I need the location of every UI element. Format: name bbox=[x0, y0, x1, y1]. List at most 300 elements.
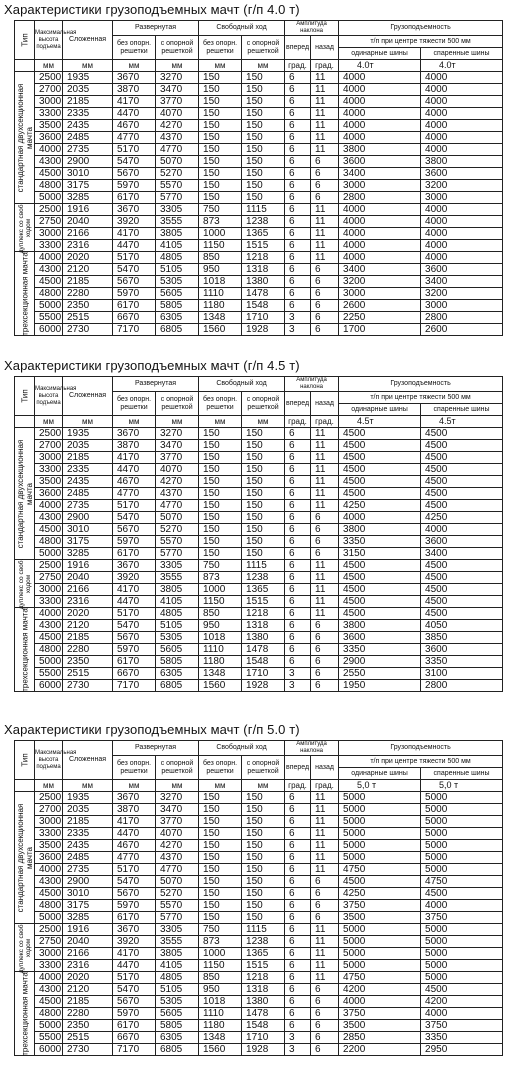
table-cell: 5970 bbox=[113, 288, 156, 300]
table-cell: 6 bbox=[285, 996, 311, 1008]
table-cell: 5000 bbox=[339, 840, 421, 852]
table-cell: 6 bbox=[285, 180, 311, 192]
table-cell: 150 bbox=[199, 192, 242, 204]
table-cell: 5000 bbox=[421, 936, 503, 948]
table-cell: 1560 bbox=[199, 1044, 242, 1056]
table-cell: 5000 bbox=[421, 816, 503, 828]
table-cell: 2700 bbox=[35, 804, 63, 816]
ext-no-support-header: без опорн. решетки bbox=[113, 36, 156, 60]
table-cell: 6670 bbox=[113, 312, 156, 324]
table-cell: 3 bbox=[285, 1032, 311, 1044]
table-cell: 150 bbox=[199, 120, 242, 132]
table-cell: 6 bbox=[285, 912, 311, 924]
table-cell: 11 bbox=[311, 852, 339, 864]
table-cell: 3 bbox=[285, 1044, 311, 1056]
table-cell: 6 bbox=[285, 792, 311, 804]
table-cell: 150 bbox=[242, 804, 285, 816]
table-cell: 3350 bbox=[421, 656, 503, 668]
table-cell: 4050 bbox=[421, 620, 503, 632]
table-cell: 6 bbox=[285, 264, 311, 276]
table-cell: 1700 bbox=[339, 324, 421, 336]
table-cell: 3000 bbox=[35, 816, 63, 828]
table-cell: 6 bbox=[285, 500, 311, 512]
table-cell: 6 bbox=[311, 912, 339, 924]
table-cell: 4070 bbox=[156, 464, 199, 476]
table-cell: 150 bbox=[199, 84, 242, 96]
table-cell: 3300 bbox=[35, 240, 63, 252]
mast-specs-section-4-5t bbox=[0, 358, 510, 708]
table-cell: 11 bbox=[311, 84, 339, 96]
units-row bbox=[15, 60, 503, 72]
table-row bbox=[15, 500, 503, 512]
tilt-header: Амплитуда наклона bbox=[285, 21, 339, 36]
table-cell: 2500 bbox=[35, 204, 63, 216]
table-cell: 5970 bbox=[113, 1008, 156, 1020]
table-cell: 5970 bbox=[113, 900, 156, 912]
table-cell: 3750 bbox=[421, 1020, 503, 1032]
table-cell: 2435 bbox=[63, 840, 113, 852]
table-cell: 3350 bbox=[339, 536, 421, 548]
type-header-label: Тип bbox=[20, 389, 29, 403]
mast-group-label: стандартная двухсекционная мачта bbox=[15, 439, 34, 548]
table-cell: 2800 bbox=[339, 192, 421, 204]
table-cell: 2185 bbox=[63, 632, 113, 644]
table-cell: 3000 bbox=[35, 452, 63, 464]
table-cell: 4500 bbox=[339, 476, 421, 488]
table-cell: 950 bbox=[199, 264, 242, 276]
table-cell: 1218 bbox=[242, 252, 285, 264]
table-cell: 1180 bbox=[199, 1020, 242, 1032]
table-cell: 150 bbox=[242, 180, 285, 192]
table-cell: 950 bbox=[199, 984, 242, 996]
table-cell: 2335 bbox=[63, 464, 113, 476]
table-cell: 5000 bbox=[339, 804, 421, 816]
table-cell: 6170 bbox=[113, 656, 156, 668]
table-cell: 5000 bbox=[339, 924, 421, 936]
capacity-single-value: 5,0 т bbox=[339, 780, 421, 792]
capacity-single-value: 4.0т bbox=[339, 60, 421, 72]
table-cell: 4800 bbox=[35, 900, 63, 912]
table-cell: 7170 bbox=[113, 1044, 156, 1056]
table-cell: 4770 bbox=[156, 500, 199, 512]
header-row bbox=[15, 377, 503, 392]
table-cell: 150 bbox=[199, 888, 242, 900]
table-cell: 1115 bbox=[242, 204, 285, 216]
table-cell: 1018 bbox=[199, 632, 242, 644]
table-cell: 150 bbox=[199, 180, 242, 192]
table-cell: 6 bbox=[285, 536, 311, 548]
table-row bbox=[15, 240, 503, 252]
table-cell: 150 bbox=[199, 852, 242, 864]
table-cell: 150 bbox=[242, 852, 285, 864]
table-cell: 6 bbox=[285, 864, 311, 876]
table-cell: 5305 bbox=[156, 276, 199, 288]
mast-group-triplex bbox=[15, 972, 35, 1056]
table-cell: 11 bbox=[311, 240, 339, 252]
table-cell: 5470 bbox=[113, 876, 156, 888]
table-cell: 5000 bbox=[339, 948, 421, 960]
table-row bbox=[15, 228, 503, 240]
table-cell: 150 bbox=[242, 72, 285, 84]
fl-no-support-header: без опорн. решетки bbox=[199, 392, 242, 416]
table-cell: 4000 bbox=[35, 608, 63, 620]
table-cell: 2735 bbox=[63, 500, 113, 512]
table-cell: 1348 bbox=[199, 1032, 242, 1044]
table-cell: 4000 bbox=[35, 500, 63, 512]
table-cell: 5500 bbox=[35, 312, 63, 324]
table-cell: 5570 bbox=[156, 180, 199, 192]
table-row bbox=[15, 668, 503, 680]
table-cell: 6 bbox=[285, 656, 311, 668]
table-cell: 4500 bbox=[421, 608, 503, 620]
mast-group-standard bbox=[15, 428, 35, 560]
fl-no-support-header: без опорн. решетки bbox=[199, 36, 242, 60]
table-cell: 5000 bbox=[339, 828, 421, 840]
table-cell: 6 bbox=[285, 948, 311, 960]
table-cell: 5570 bbox=[156, 900, 199, 912]
unit-mm: мм bbox=[35, 60, 63, 72]
unit-mm: мм bbox=[113, 780, 156, 792]
table-cell: 3670 bbox=[113, 428, 156, 440]
table-cell: 6 bbox=[311, 680, 339, 692]
table-cell: 6 bbox=[311, 1008, 339, 1020]
table-row bbox=[15, 632, 503, 644]
unit-mm: мм bbox=[242, 780, 285, 792]
table-cell: 3600 bbox=[421, 168, 503, 180]
mast-specs-table bbox=[14, 20, 503, 336]
table-cell: 4000 bbox=[421, 204, 503, 216]
table-cell: 3300 bbox=[35, 960, 63, 972]
table-cell: 2900 bbox=[339, 656, 421, 668]
table-cell: 4170 bbox=[113, 228, 156, 240]
table-cell: 11 bbox=[311, 428, 339, 440]
table-cell: 150 bbox=[242, 452, 285, 464]
type-header bbox=[15, 377, 35, 416]
table-cell: 3805 bbox=[156, 584, 199, 596]
table-cell: 2185 bbox=[63, 996, 113, 1008]
table-cell: 2350 bbox=[63, 300, 113, 312]
table-cell: 5000 bbox=[35, 548, 63, 560]
table-cell: 2166 bbox=[63, 228, 113, 240]
table-cell: 6 bbox=[311, 192, 339, 204]
table-cell: 150 bbox=[199, 500, 242, 512]
table-cell: 1218 bbox=[242, 608, 285, 620]
table-cell: 11 bbox=[311, 840, 339, 852]
table-cell: 3920 bbox=[113, 936, 156, 948]
table-row bbox=[15, 888, 503, 900]
table-cell: 2166 bbox=[63, 948, 113, 960]
table-cell: 6 bbox=[285, 288, 311, 300]
mast-group-label: стандартная двухсекционная мачта bbox=[15, 83, 34, 192]
table-cell: 150 bbox=[242, 476, 285, 488]
table-row bbox=[15, 312, 503, 324]
table-cell: 1560 bbox=[199, 324, 242, 336]
backward-header: назад bbox=[311, 392, 339, 416]
table-row bbox=[15, 156, 503, 168]
table-cell: 6 bbox=[311, 324, 339, 336]
table-cell: 4000 bbox=[421, 228, 503, 240]
table-cell: 11 bbox=[311, 120, 339, 132]
table-cell: 3 bbox=[285, 312, 311, 324]
table-cell: 2250 bbox=[339, 312, 421, 324]
table-cell: 4200 bbox=[339, 984, 421, 996]
table-cell: 3870 bbox=[113, 804, 156, 816]
table-cell: 6 bbox=[311, 644, 339, 656]
table-cell: 6 bbox=[285, 300, 311, 312]
table-cell: 6 bbox=[285, 924, 311, 936]
capacity-header: Грузоподъемность bbox=[339, 21, 503, 36]
table-cell: 2035 bbox=[63, 804, 113, 816]
unit-blank bbox=[15, 60, 35, 72]
table-cell: 150 bbox=[242, 144, 285, 156]
table-cell: 4500 bbox=[421, 500, 503, 512]
table-cell: 4000 bbox=[421, 72, 503, 84]
mast-group-label: стандартная двухсекционная мачта bbox=[15, 803, 34, 912]
table-cell: 4000 bbox=[35, 252, 63, 264]
table-cell: 2020 bbox=[63, 972, 113, 984]
table-cell: 2550 bbox=[339, 668, 421, 680]
table-cell: 6 bbox=[285, 644, 311, 656]
table-cell: 2120 bbox=[63, 264, 113, 276]
unit-mm: мм bbox=[63, 416, 113, 428]
table-cell: 5605 bbox=[156, 644, 199, 656]
table-cell: 1950 bbox=[339, 680, 421, 692]
table-cell: 150 bbox=[242, 900, 285, 912]
table-cell: 6 bbox=[311, 1044, 339, 1056]
table-cell: 150 bbox=[199, 792, 242, 804]
table-row bbox=[15, 608, 503, 620]
mast-specs-table bbox=[14, 740, 503, 1056]
table-cell: 4000 bbox=[339, 512, 421, 524]
section-title: Характеристики грузоподъемных мачт (г/п 5.0 т) bbox=[4, 722, 300, 737]
table-cell: 150 bbox=[242, 548, 285, 560]
table-cell: 6 bbox=[285, 632, 311, 644]
table-row bbox=[15, 428, 503, 440]
type-header bbox=[15, 21, 35, 60]
table-row bbox=[15, 876, 503, 888]
table-cell: 850 bbox=[199, 608, 242, 620]
table-cell: 1218 bbox=[242, 972, 285, 984]
table-cell: 3175 bbox=[63, 180, 113, 192]
table-cell: 1548 bbox=[242, 300, 285, 312]
table-cell: 3350 bbox=[339, 644, 421, 656]
table-cell: 5605 bbox=[156, 1008, 199, 1020]
forward-header: вперед bbox=[285, 392, 311, 416]
table-cell: 4500 bbox=[339, 596, 421, 608]
table-cell: 4500 bbox=[421, 888, 503, 900]
table-row bbox=[15, 288, 503, 300]
table-cell: 4070 bbox=[156, 108, 199, 120]
table-cell: 4805 bbox=[156, 252, 199, 264]
table-cell: 6000 bbox=[35, 680, 63, 692]
table-cell: 2280 bbox=[63, 644, 113, 656]
table-row bbox=[15, 960, 503, 972]
table-cell: 1150 bbox=[199, 960, 242, 972]
table-row bbox=[15, 852, 503, 864]
table-cell: 6 bbox=[311, 632, 339, 644]
table-cell: 3600 bbox=[421, 264, 503, 276]
table-cell: 5000 bbox=[35, 300, 63, 312]
table-cell: 1935 bbox=[63, 428, 113, 440]
table-cell: 4670 bbox=[113, 840, 156, 852]
unit-mm: мм bbox=[199, 780, 242, 792]
table-cell: 1348 bbox=[199, 312, 242, 324]
table-row bbox=[15, 300, 503, 312]
unit-mm: мм bbox=[156, 60, 199, 72]
table-cell: 850 bbox=[199, 972, 242, 984]
table-row bbox=[15, 972, 503, 984]
table-cell: 1548 bbox=[242, 656, 285, 668]
table-cell: 150 bbox=[199, 548, 242, 560]
table-cell: 3400 bbox=[421, 276, 503, 288]
table-cell: 6 bbox=[285, 816, 311, 828]
table-cell: 5770 bbox=[156, 912, 199, 924]
unit-mm: мм bbox=[242, 416, 285, 428]
table-cell: 150 bbox=[199, 816, 242, 828]
table-cell: 3600 bbox=[339, 156, 421, 168]
table-cell: 3670 bbox=[113, 204, 156, 216]
table-cell: 4670 bbox=[113, 476, 156, 488]
table-cell: 150 bbox=[242, 888, 285, 900]
table-cell: 3270 bbox=[156, 428, 199, 440]
table-cell: 6 bbox=[311, 156, 339, 168]
table-cell: 750 bbox=[199, 204, 242, 216]
table-cell: 150 bbox=[242, 132, 285, 144]
table-cell: 3600 bbox=[421, 644, 503, 656]
table-row bbox=[15, 488, 503, 500]
table-cell: 5270 bbox=[156, 524, 199, 536]
table-cell: 150 bbox=[242, 108, 285, 120]
table-cell: 150 bbox=[199, 804, 242, 816]
table-row bbox=[15, 476, 503, 488]
table-cell: 150 bbox=[242, 428, 285, 440]
table-cell: 4750 bbox=[421, 876, 503, 888]
table-cell: 2515 bbox=[63, 312, 113, 324]
table-cell: 4000 bbox=[339, 228, 421, 240]
table-cell: 11 bbox=[311, 72, 339, 84]
table-cell: 11 bbox=[311, 252, 339, 264]
table-cell: 4500 bbox=[339, 452, 421, 464]
extended-header: Развернутая bbox=[113, 741, 199, 756]
table-cell: 5170 bbox=[113, 972, 156, 984]
table-cell: 3305 bbox=[156, 924, 199, 936]
table-cell: 3870 bbox=[113, 440, 156, 452]
table-cell: 5070 bbox=[156, 156, 199, 168]
unit-deg: град. bbox=[311, 416, 339, 428]
table-cell: 4370 bbox=[156, 488, 199, 500]
table-cell: 3555 bbox=[156, 572, 199, 584]
table-cell: 6 bbox=[285, 440, 311, 452]
table-cell: 6 bbox=[285, 72, 311, 84]
table-cell: 5805 bbox=[156, 1020, 199, 1032]
table-cell: 3670 bbox=[113, 924, 156, 936]
table-cell: 1916 bbox=[63, 204, 113, 216]
table-row bbox=[15, 620, 503, 632]
table-cell: 4500 bbox=[35, 996, 63, 1008]
table-cell: 4170 bbox=[113, 816, 156, 828]
table-cell: 5805 bbox=[156, 656, 199, 668]
table-cell: 6 bbox=[311, 984, 339, 996]
units-row bbox=[15, 416, 503, 428]
table-cell: 2166 bbox=[63, 584, 113, 596]
table-cell: 1318 bbox=[242, 984, 285, 996]
table-cell: 5470 bbox=[113, 264, 156, 276]
fl-support-header: с опорной решеткой bbox=[242, 756, 285, 780]
section-title: Характеристики грузоподъемных мачт (г/п 4.0 т) bbox=[4, 2, 300, 17]
table-cell: 5000 bbox=[339, 816, 421, 828]
table-cell: 3010 bbox=[63, 524, 113, 536]
table-cell: 1365 bbox=[242, 584, 285, 596]
unit-mm: мм bbox=[199, 60, 242, 72]
extended-header: Развернутая bbox=[113, 377, 199, 392]
table-cell: 3850 bbox=[421, 632, 503, 644]
table-cell: 150 bbox=[199, 840, 242, 852]
table-cell: 1935 bbox=[63, 792, 113, 804]
capacity-twin-value: 5,0 т bbox=[421, 780, 503, 792]
table-cell: 5970 bbox=[113, 644, 156, 656]
table-row bbox=[15, 1008, 503, 1020]
table-cell: 5000 bbox=[35, 192, 63, 204]
table-cell: 6670 bbox=[113, 668, 156, 680]
table-cell: 6 bbox=[285, 488, 311, 500]
table-cell: 6 bbox=[285, 548, 311, 560]
table-cell: 3555 bbox=[156, 936, 199, 948]
table-cell: 4200 bbox=[421, 996, 503, 1008]
table-cell: 6805 bbox=[156, 680, 199, 692]
table-cell: 850 bbox=[199, 252, 242, 264]
table-cell: 150 bbox=[242, 840, 285, 852]
table-cell: 2750 bbox=[35, 936, 63, 948]
table-cell: 3750 bbox=[421, 912, 503, 924]
table-cell: 4370 bbox=[156, 852, 199, 864]
table-row bbox=[15, 840, 503, 852]
table-cell: 3400 bbox=[421, 548, 503, 560]
table-cell: 4170 bbox=[113, 948, 156, 960]
table-cell: 3150 bbox=[339, 548, 421, 560]
table-cell: 1380 bbox=[242, 276, 285, 288]
table-cell: 5000 bbox=[339, 852, 421, 864]
table-cell: 4170 bbox=[113, 96, 156, 108]
table-cell: 11 bbox=[311, 596, 339, 608]
table-cell: 873 bbox=[199, 936, 242, 948]
table-cell: 2500 bbox=[35, 924, 63, 936]
table-cell: 2185 bbox=[63, 276, 113, 288]
table-row bbox=[15, 1044, 503, 1056]
ext-no-support-header: без опорн. решетки bbox=[113, 392, 156, 416]
ext-no-support-header: без опорн. решетки bbox=[113, 756, 156, 780]
table-cell: 2485 bbox=[63, 488, 113, 500]
table-cell: 6 bbox=[285, 828, 311, 840]
table-cell: 5000 bbox=[35, 656, 63, 668]
table-cell: 6 bbox=[285, 936, 311, 948]
table-row bbox=[15, 216, 503, 228]
unit-deg: град. bbox=[285, 416, 311, 428]
table-cell: 4500 bbox=[421, 452, 503, 464]
table-cell: 1928 bbox=[242, 680, 285, 692]
table-cell: 4000 bbox=[421, 1008, 503, 1020]
table-cell: 2185 bbox=[63, 816, 113, 828]
table-cell: 5000 bbox=[421, 840, 503, 852]
table-cell: 6 bbox=[311, 300, 339, 312]
table-cell: 3800 bbox=[339, 620, 421, 632]
table-cell: 150 bbox=[199, 512, 242, 524]
table-cell: 6805 bbox=[156, 1044, 199, 1056]
table-row bbox=[15, 524, 503, 536]
table-cell: 6 bbox=[311, 264, 339, 276]
unit-mm: мм bbox=[242, 60, 285, 72]
table-cell: 4500 bbox=[421, 584, 503, 596]
table-cell: 5000 bbox=[421, 960, 503, 972]
